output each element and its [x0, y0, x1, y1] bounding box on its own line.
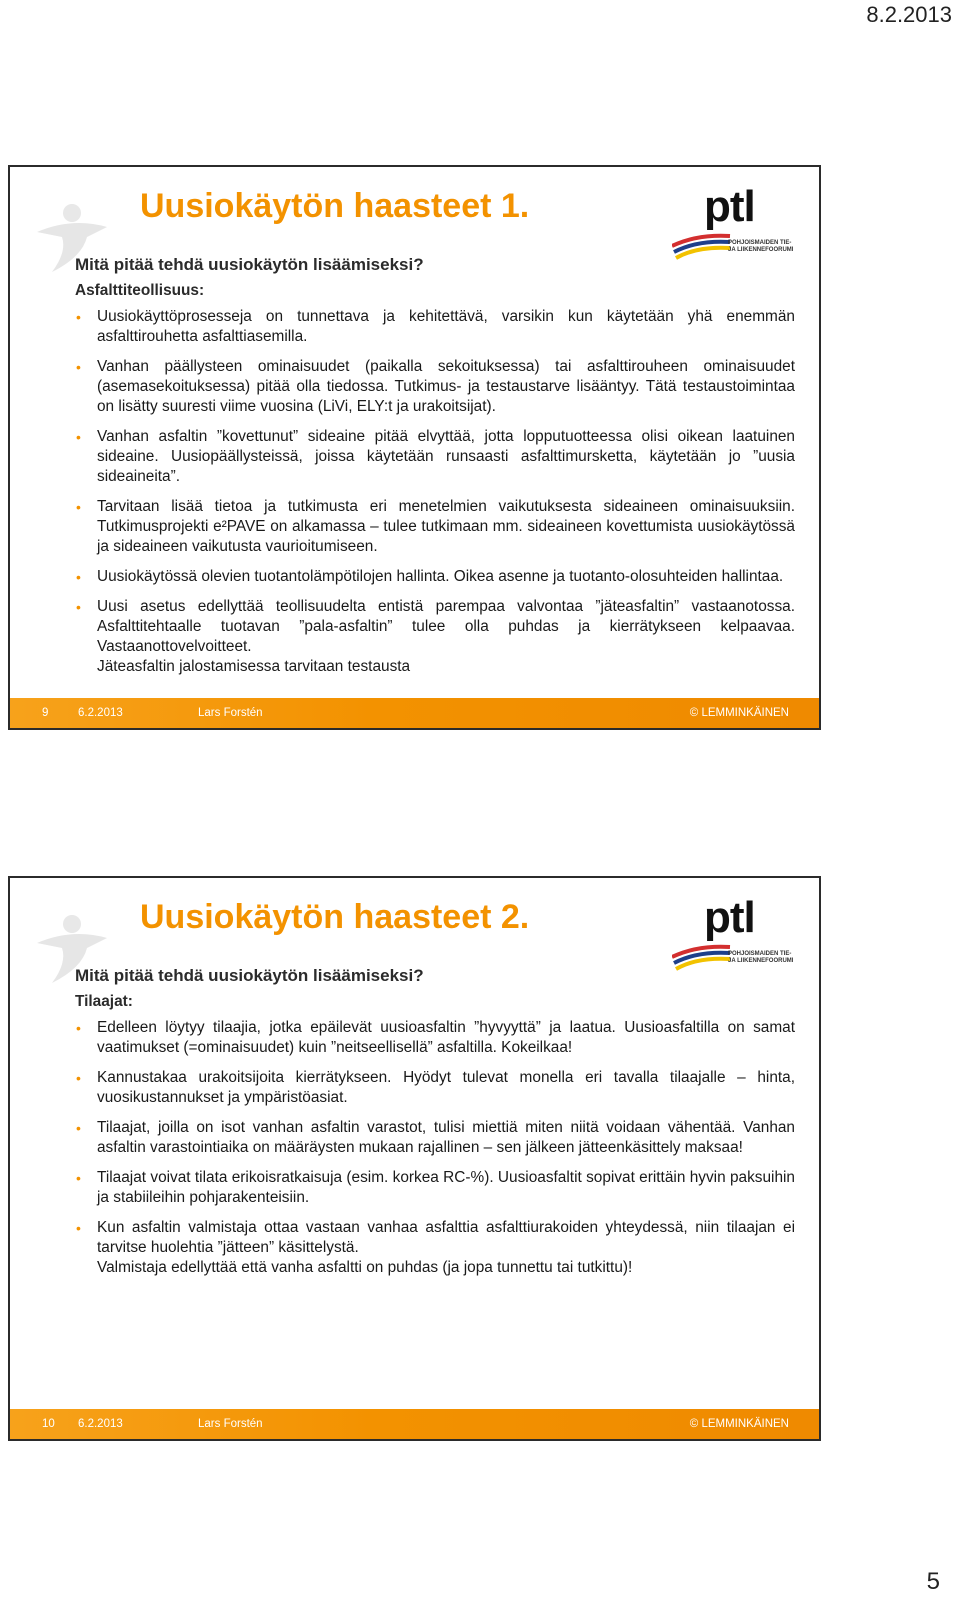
bullet-icon: •	[76, 429, 81, 445]
bullet-icon: •	[76, 1120, 81, 1136]
slide-footer	[10, 1409, 819, 1439]
bullet-icon: •	[76, 1020, 81, 1036]
slide-footer	[10, 698, 819, 728]
footer-brand: © LEMMINKÄINEN	[689, 707, 789, 719]
slide-subtitle: Mitä pitää tehdä uusiokäytön lisäämiseksi?	[75, 966, 424, 985]
list-item: • Uusiokäyttöprosesseja on tunnettava ja kehitettävä, varsikin kun käytetään yhä enemmän asfalttirouhetta asfalttiasemilla.	[76, 308, 795, 345]
slide-content	[75, 255, 795, 687]
bullet-icon: •	[76, 1220, 81, 1236]
bullet-icon: •	[76, 1070, 81, 1086]
logo-text: ptl	[704, 182, 755, 231]
list-item: • Tilaajat voivat tilata erikoisratkaisuja (esim. korkea RC-%). Uusioasfaltit sopivat erittäin hyvin paksuihin ja stabiileihin pohjarakenteisiin.	[76, 1169, 795, 1206]
list-item: • Vanhan päällysteen ominaisuudet (paikalla sekoituksessa) tai asfalttirouheen ominaisuudet (asemasekoituksessa) pitää olla tiedossa. Tutkimus- ja testaustarve lisääntyy. Tätä testaustoimintaa on lisätty suuresti viime vuosina (LiVi, ELY:t ja urakoitsijat).	[76, 358, 795, 415]
ptl-logo	[672, 895, 792, 977]
bullet-icon: •	[76, 309, 81, 325]
logo-subtext: POHJOISMAIDEN TIE- JA LIIKENNEFOORUMI	[728, 951, 794, 964]
slide-number: 9	[42, 707, 49, 719]
bullet-icon: •	[76, 499, 81, 515]
slide-9	[8, 165, 821, 730]
bullet-icon: •	[76, 569, 81, 585]
slide-10	[8, 876, 821, 1441]
footer-brand: © LEMMINKÄINEN	[689, 1418, 789, 1430]
footer-author: Lars Forstén	[198, 707, 263, 719]
list-item: • Vanhan asfaltin ”kovettunut” sideaine pitää elvyttää, jotta lopputuotteessa olisi oikean laatuinen sideaine. Uusiopäällysteissä, joissa käytetään runsaasti asfalttimursketta, käytetään jo ”uusia sideaineita”.	[76, 428, 795, 485]
slide-number: 10	[42, 1418, 55, 1430]
list-item: • Kun asfaltin valmistaja ottaa vastaan vanhaa asfalttia asfalttiurakoiden yhteydessä, niin tilaajan ei tarvitse huolehtia ”jätteen” käsittelystä. Valmistaja edellyttää että vanha asfaltti on puhdas (ja jopa tunnettu tai tutkittu)!	[76, 1219, 795, 1276]
list-item: • Tilaajat, joilla on isot vanhan asfaltin varastot, tulisi miettiä miten niitä voidaan vähentää. Vanhan asfaltin varastointiaika on määräysten mukaan rajallinen – sen jälkeen jätteenkäsittely maksaa!	[76, 1119, 795, 1156]
bullet-icon: •	[76, 1170, 81, 1186]
list-item: • Uusiokäytössä olevien tuotantolämpötilojen hallinta. Oikea asenne ja tuotanto-olosuhteiden hallintaa.	[76, 568, 784, 585]
section-heading: Asfalttiteollisuus:	[75, 282, 205, 299]
slide-title: Uusiokäytön haasteet 2.	[140, 898, 530, 936]
slide-subtitle: Mitä pitää tehdä uusiokäytön lisäämiseksi?	[75, 255, 424, 274]
list-item: • Tarvitaan lisää tietoa ja tutkimusta eri menetelmien vaikutuksesta sideaineen ominaisuuksiin. Tutkimusprojekti e²PAVE on alkamassa – tulee tutkimaan mm. sideaineen kovettumista uusiokäytössä ja sideaineen vaikutusta vaurioitumiseen.	[76, 498, 795, 555]
list-item: • Uusi asetus edellyttää teollisuudelta entistä parempaa valvontaa ”jäteasfaltin” vastaanotossa. Asfalttitehtaalle tuotavan ”pala-asfaltin” tulee olla puhdas ja kierrätykseen kelpaavaa. Vastaanottovelvoitteet. Jäteasfaltin jalostamisessa tarvitaan testausta	[76, 598, 795, 675]
bullet-icon: •	[76, 599, 81, 615]
bullet-list	[75, 307, 795, 677]
page-number: 5	[926, 1568, 940, 1595]
bullet-icon: •	[76, 359, 81, 375]
footer-date: 6.2.2013	[78, 1418, 123, 1430]
logo-subtext: POHJOISMAIDEN TIE- JA LIIKENNEFOORUMI	[728, 240, 794, 253]
footer-date: 6.2.2013	[78, 707, 123, 719]
list-item: • Kannustakaa urakoitsijoita kierrätykseen. Hyödyt tulevat monella eri tavalla tilaajalle – hinta, vuosikustannukset ja ympäristöasiat.	[76, 1069, 795, 1106]
page-header-date: 8.2.2013	[866, 2, 952, 27]
list-item: • Edelleen löytyy tilaajia, jotka epäilevät uusioasfaltin ”hyvyyttä” ja laatua. Uusioasfaltilla on samat vaatimukset (=ominaisuudet) kuin ”neitseellisellä” asfaltilla. Kokeilkaa!	[76, 1019, 795, 1056]
section-heading: Tilaajat:	[75, 993, 133, 1010]
slide-title: Uusiokäytön haasteet 1.	[140, 187, 530, 225]
logo-text: ptl	[704, 893, 755, 942]
bullet-list	[75, 1018, 795, 1278]
ptl-logo	[672, 184, 792, 266]
footer-author: Lars Forstén	[198, 1418, 263, 1430]
slide-content	[75, 966, 795, 1288]
